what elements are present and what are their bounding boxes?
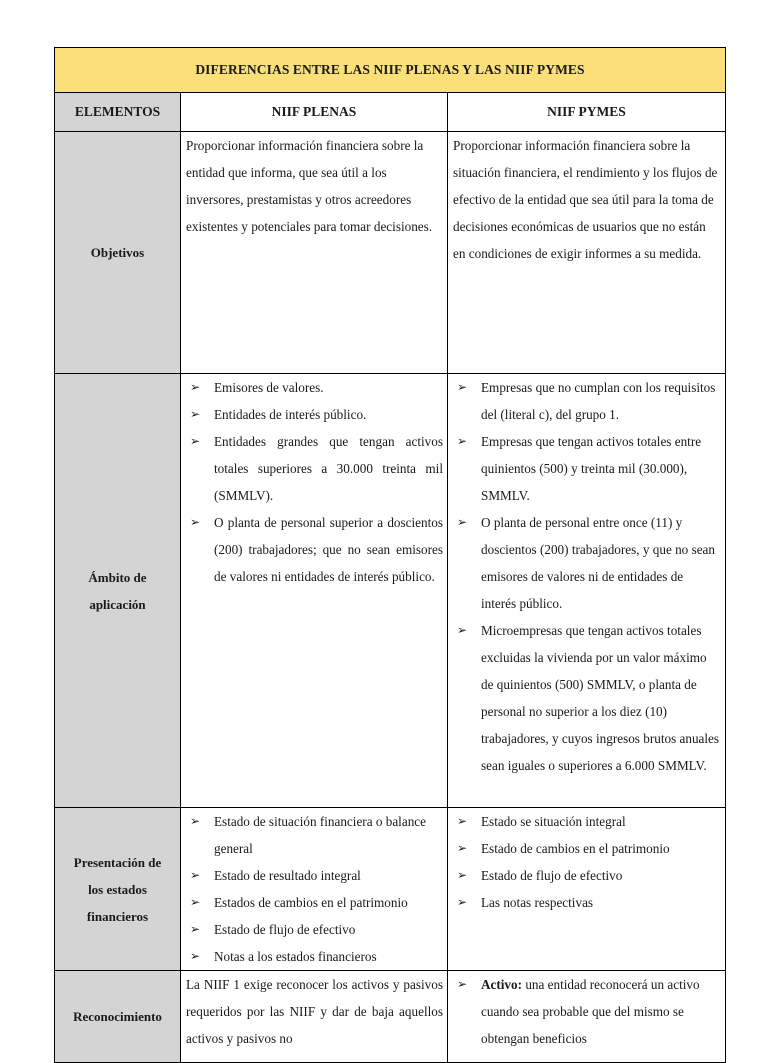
header-niif-pymes: NIIF PYMES <box>448 93 726 132</box>
row-ambito <box>55 374 726 808</box>
reconocimiento-pymes-list <box>453 971 721 1052</box>
list-item-text: Emisores de valores. <box>214 380 324 395</box>
cell-objetivos-plenas: Proporcionar información financiera sobre la entidad que informa, que sea útil a los inversores, prestamistas y otros acreedores existentes y potenciales para tomar decisiones. <box>181 132 448 374</box>
presentacion-plenas-list <box>186 808 443 970</box>
arrow-bullet-icon: ➢ <box>457 895 468 909</box>
cell-presentacion-plenas <box>181 808 448 971</box>
list-item-text: Las notas respectivas <box>481 895 594 910</box>
row-objetivos <box>55 132 726 374</box>
arrow-bullet-icon: ➢ <box>190 922 201 936</box>
row-presentacion <box>55 808 726 971</box>
label-reconocimiento-text: Reconocimiento <box>73 1009 162 1024</box>
arrow-bullet-icon: ➢ <box>457 515 468 529</box>
list-item-text: Estado se situación integral <box>481 814 626 829</box>
label-objetivos <box>55 132 181 374</box>
list-item-text: Notas a los estados financieros <box>214 949 377 964</box>
list-item-text: O planta de personal superior a doscientos (200) trabajadores; que no sean emisores de valores ni entidades de interés público. <box>214 515 443 584</box>
list-item <box>186 401 443 428</box>
label-objetivos-text: Objetivos <box>90 245 145 260</box>
header-niif-plenas: NIIF PLENAS <box>181 93 448 132</box>
list-item <box>186 808 443 862</box>
arrow-bullet-icon: ➢ <box>190 380 201 394</box>
arrow-bullet-icon: ➢ <box>457 868 468 882</box>
label-presentacion-line2: los estados <box>88 881 147 897</box>
header-elementos: ELEMENTOS <box>55 93 181 132</box>
list-item <box>453 971 721 1052</box>
label-reconocimiento <box>55 971 181 1063</box>
ambito-plenas-list <box>186 374 443 590</box>
list-item <box>186 374 443 401</box>
arrow-bullet-icon: ➢ <box>457 623 468 637</box>
cell-ambito-plenas <box>181 374 448 808</box>
list-item-text: Estados de cambios en el patrimonio <box>214 895 408 910</box>
list-item <box>186 943 443 970</box>
arrow-bullet-icon: ➢ <box>457 977 468 991</box>
list-item <box>453 374 721 428</box>
list-item-text: Empresas que no cumplan con los requisitos del (literal c), del grupo 1. <box>481 380 716 422</box>
list-item-text: Entidades de interés público. <box>214 407 367 422</box>
presentacion-pymes-list <box>453 808 721 916</box>
list-item <box>453 889 721 916</box>
label-presentacion <box>55 808 181 971</box>
arrow-bullet-icon: ➢ <box>457 380 468 394</box>
activo-term: Activo: <box>481 977 523 992</box>
table-title: DIFERENCIAS ENTRE LAS NIIF PLENAS Y LAS NIIF PYMES <box>55 48 726 93</box>
list-item-text: Estado de cambios en el patrimonio <box>481 841 670 856</box>
label-ambito-line2: aplicación <box>89 596 146 612</box>
list-item <box>453 835 721 862</box>
arrow-bullet-icon: ➢ <box>190 407 201 421</box>
cell-reconocimiento-pymes <box>448 971 726 1063</box>
list-item <box>453 509 721 617</box>
arrow-bullet-icon: ➢ <box>190 868 201 882</box>
list-item-text: Entidades grandes que tengan activos totales superiores a 30.000 treinta mil (SMMLV). <box>214 434 443 503</box>
list-item <box>453 428 721 509</box>
cell-ambito-pymes <box>448 374 726 808</box>
label-ambito <box>55 374 181 808</box>
label-presentacion-line1: Presentación de <box>73 854 162 870</box>
comparison-table <box>54 47 726 1063</box>
activo-definition: una entidad reconocerá un activo cuando sea probable que del mismo se obtengan beneficios <box>481 977 700 1046</box>
arrow-bullet-icon: ➢ <box>190 949 201 963</box>
row-reconocimiento <box>55 971 726 1063</box>
arrow-bullet-icon: ➢ <box>190 434 201 448</box>
label-presentacion-line3: financieros <box>86 908 149 924</box>
list-item-text: O planta de personal entre once (11) y doscientos (200) trabajadores, y que no sean emisores de valores ni de entidades de interés público. <box>481 515 716 611</box>
list-item <box>453 862 721 889</box>
list-item-text: Empresas que tengan activos totales entre quinientos (500) y treinta mil (30.000), SMMLV. <box>481 434 702 503</box>
list-item <box>186 509 443 590</box>
list-item-text: Estado de flujo de efectivo <box>214 922 356 937</box>
list-item <box>186 428 443 509</box>
cell-presentacion-pymes <box>448 808 726 971</box>
list-item-text: Estado de situación financiera o balance general <box>214 814 427 856</box>
arrow-bullet-icon: ➢ <box>190 895 201 909</box>
list-item <box>453 808 721 835</box>
arrow-bullet-icon: ➢ <box>457 814 468 828</box>
arrow-bullet-icon: ➢ <box>457 841 468 855</box>
list-item-text: Estado de resultado integral <box>214 868 361 883</box>
list-item <box>453 617 721 779</box>
list-item <box>186 916 443 943</box>
cell-reconocimiento-plenas: La NIIF 1 exige reconocer los activos y pasivos requeridos por las NIIF y dar de baja aquellos activos y pasivos no <box>181 971 448 1063</box>
arrow-bullet-icon: ➢ <box>190 515 201 529</box>
list-item <box>186 862 443 889</box>
list-item-text: Estado de flujo de efectivo <box>481 868 623 883</box>
arrow-bullet-icon: ➢ <box>190 814 201 828</box>
arrow-bullet-icon: ➢ <box>457 434 468 448</box>
cell-objetivos-pymes: Proporcionar información financiera sobre la situación financiera, el rendimiento y los flujos de efectivo de la entidad que sea útil para la toma de decisiones económicas de usuarios que no están en condiciones de exigir informes a su medida. <box>448 132 726 374</box>
label-ambito-line1: Ámbito de <box>88 569 147 585</box>
list-item-text: Microempresas que tengan activos totales excluidas la vivienda por un valor máximo de quinientos (500) SMMLV, o planta de personal no superior a los diez (10) trabajadores, y cuyos ingresos brutos anuales sean iguales o superiores a 6.000 SMMLV. <box>481 623 720 773</box>
ambito-pymes-list <box>453 374 721 779</box>
list-item <box>186 889 443 916</box>
